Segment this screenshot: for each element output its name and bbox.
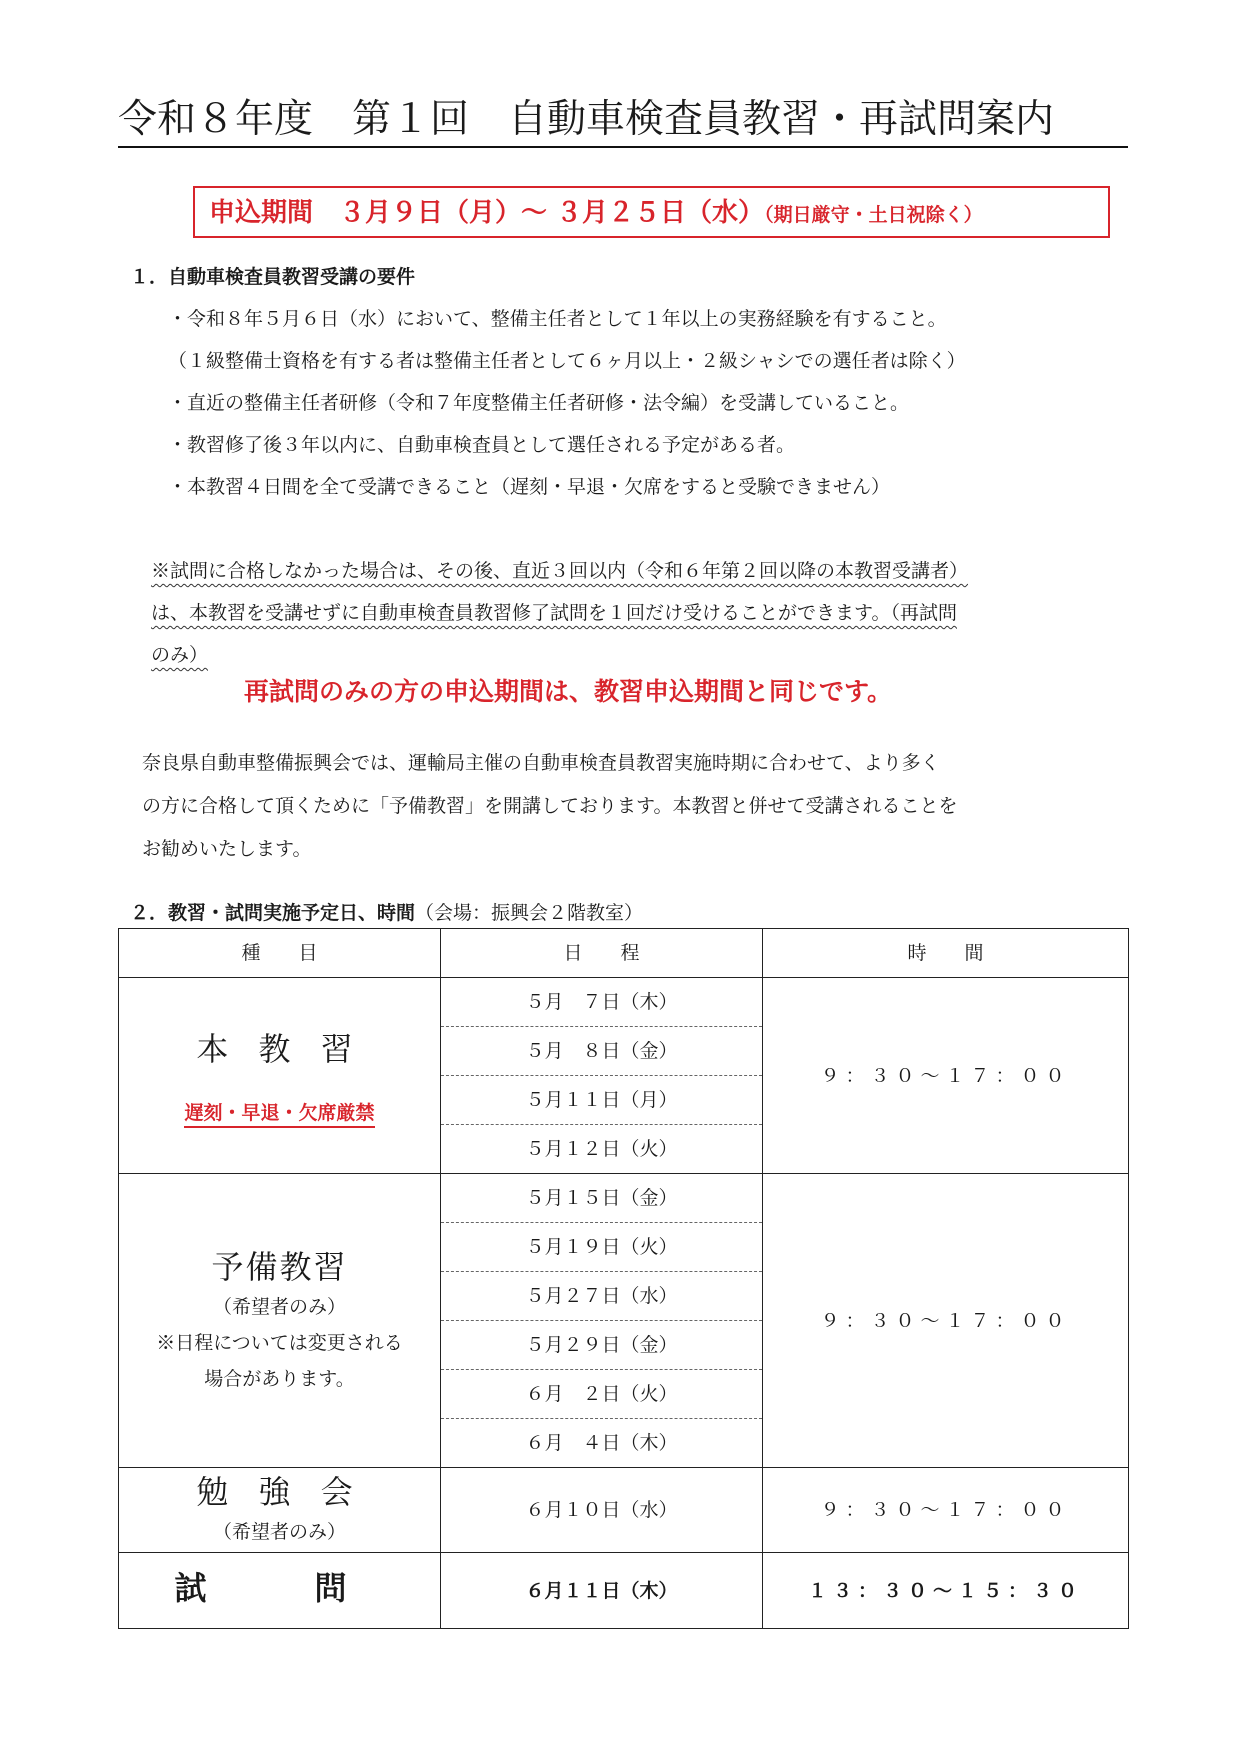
schedule-table: [118, 928, 1129, 1629]
hon-warning: 遅刻・早退・欠席厳禁: [184, 1102, 374, 1128]
retest-line: ※試問に合格しなかった場合は、その後、直近３回以内（令和６年第２回以降の本教習受講者）: [151, 560, 969, 582]
schedule-date: ６月 ２日（火）: [441, 1370, 763, 1419]
exam-date: ６月１１日（木）: [441, 1553, 763, 1629]
category-yobi: [119, 1174, 441, 1468]
header-category: 種 目: [119, 929, 441, 978]
category-benkyo: [119, 1468, 441, 1553]
table-header-row: [119, 929, 1129, 978]
schedule-date: ５月 ８日（金）: [441, 1027, 763, 1076]
requirement-item: ・令和８年５月６日（水）において、整備主任者として１年以上の実務経験を有すること。: [168, 308, 947, 330]
schedule-date: ５月 ７日（木）: [441, 978, 763, 1027]
schedule-date: ５月２７日（水）: [441, 1272, 763, 1321]
schedule-date: ５月２９日（金）: [441, 1321, 763, 1370]
schedule-date: ６月１０日（水）: [441, 1468, 763, 1553]
yobi-sub: （希望者のみ）: [212, 1295, 346, 1318]
retest-line: のみ）: [151, 644, 209, 666]
intro-line: の方に合格して頂くために「予備教習」を開講しております。本教習と併せて受講されることを: [142, 795, 958, 817]
table-row: [119, 1468, 1129, 1553]
yobi-name: 予備教習: [211, 1247, 348, 1286]
yobi-note1: ※日程については変更される: [156, 1331, 403, 1354]
application-period-main: 申込期間 ３月９日（月）～ ３月２５日（水）: [209, 198, 765, 228]
requirement-item: ・本教習４日間を全て受講できること（遅刻・早退・欠席をすると受験できません）: [168, 476, 891, 498]
benkyo-name: 勉 強 会: [196, 1473, 363, 1511]
section2-heading: [130, 898, 643, 925]
retest-period-note: 再試問のみの方の申込期間は、教習申込期間と同じです。: [244, 677, 893, 706]
header-schedule: 日 程: [441, 929, 763, 978]
table-row: [119, 978, 1129, 1027]
benkyo-time: ９：３０～１７：００: [763, 1468, 1129, 1553]
hon-name: 本 教 習: [196, 1029, 363, 1068]
schedule-date: ５月１５日（金）: [441, 1174, 763, 1223]
schedule-date: ５月１９日（火）: [441, 1223, 763, 1272]
benkyo-sub: （希望者のみ）: [212, 1521, 346, 1543]
requirement-item: ・教習修了後３年以内に、自動車検査員として選任される予定がある者。: [168, 434, 796, 456]
schedule-date: ６月 ４日（木）: [441, 1419, 763, 1468]
page-title: 令和８年度 第１回 自動車検査員教習・再試問案内: [118, 94, 1128, 148]
intro-line: 奈良県自動車整備振興会では、運輸局主催の自動車検査員教習実施時期に合わせて、より多く: [142, 752, 940, 774]
table-row: [119, 1553, 1129, 1629]
section2-title: ２．教習・試問実施予定日、時間: [130, 902, 416, 924]
schedule-date: ５月１１日（月）: [441, 1076, 763, 1125]
schedule-date: ５月１２日（火）: [441, 1125, 763, 1174]
application-period-note: （期日厳守・土日祝除く）: [764, 204, 983, 226]
exam-time: １３：３０～１５：３０: [763, 1553, 1129, 1629]
intro-line: お勧めいたします。: [142, 838, 312, 860]
requirement-item: ・直近の整備主任者研修（令和７年度整備主任者研修・法令編）を受講していること。: [168, 392, 910, 414]
hon-time: ９：３０～１７：００: [763, 978, 1129, 1174]
intro-paragraph: [142, 742, 1127, 871]
yobi-time: ９：３０～１７：００: [763, 1174, 1129, 1468]
requirement-item: （１級整備士資格を有する者は整備主任者として６ヶ月以上・２級シャシでの選任者は除く）: [168, 350, 966, 372]
category-exam: [119, 1553, 441, 1629]
header-time: 時 間: [763, 929, 1129, 978]
table-row: [119, 1174, 1129, 1223]
retest-line: は、本教習を受講せずに自動車検査員教習修了試問を１回だけ受けることができます。（再試問: [151, 602, 957, 624]
application-period: [209, 196, 983, 232]
application-period-box: [193, 186, 1110, 238]
section1-heading: １．自動車検査員教習受講の要件: [130, 266, 416, 288]
yobi-note2: 場合があります。: [204, 1367, 355, 1390]
category-hon: [119, 978, 441, 1174]
section2-venue: （会場：振興会２階教室）: [415, 902, 644, 924]
exam-name: 試 問: [174, 1569, 385, 1607]
retest-note: [151, 550, 1136, 676]
